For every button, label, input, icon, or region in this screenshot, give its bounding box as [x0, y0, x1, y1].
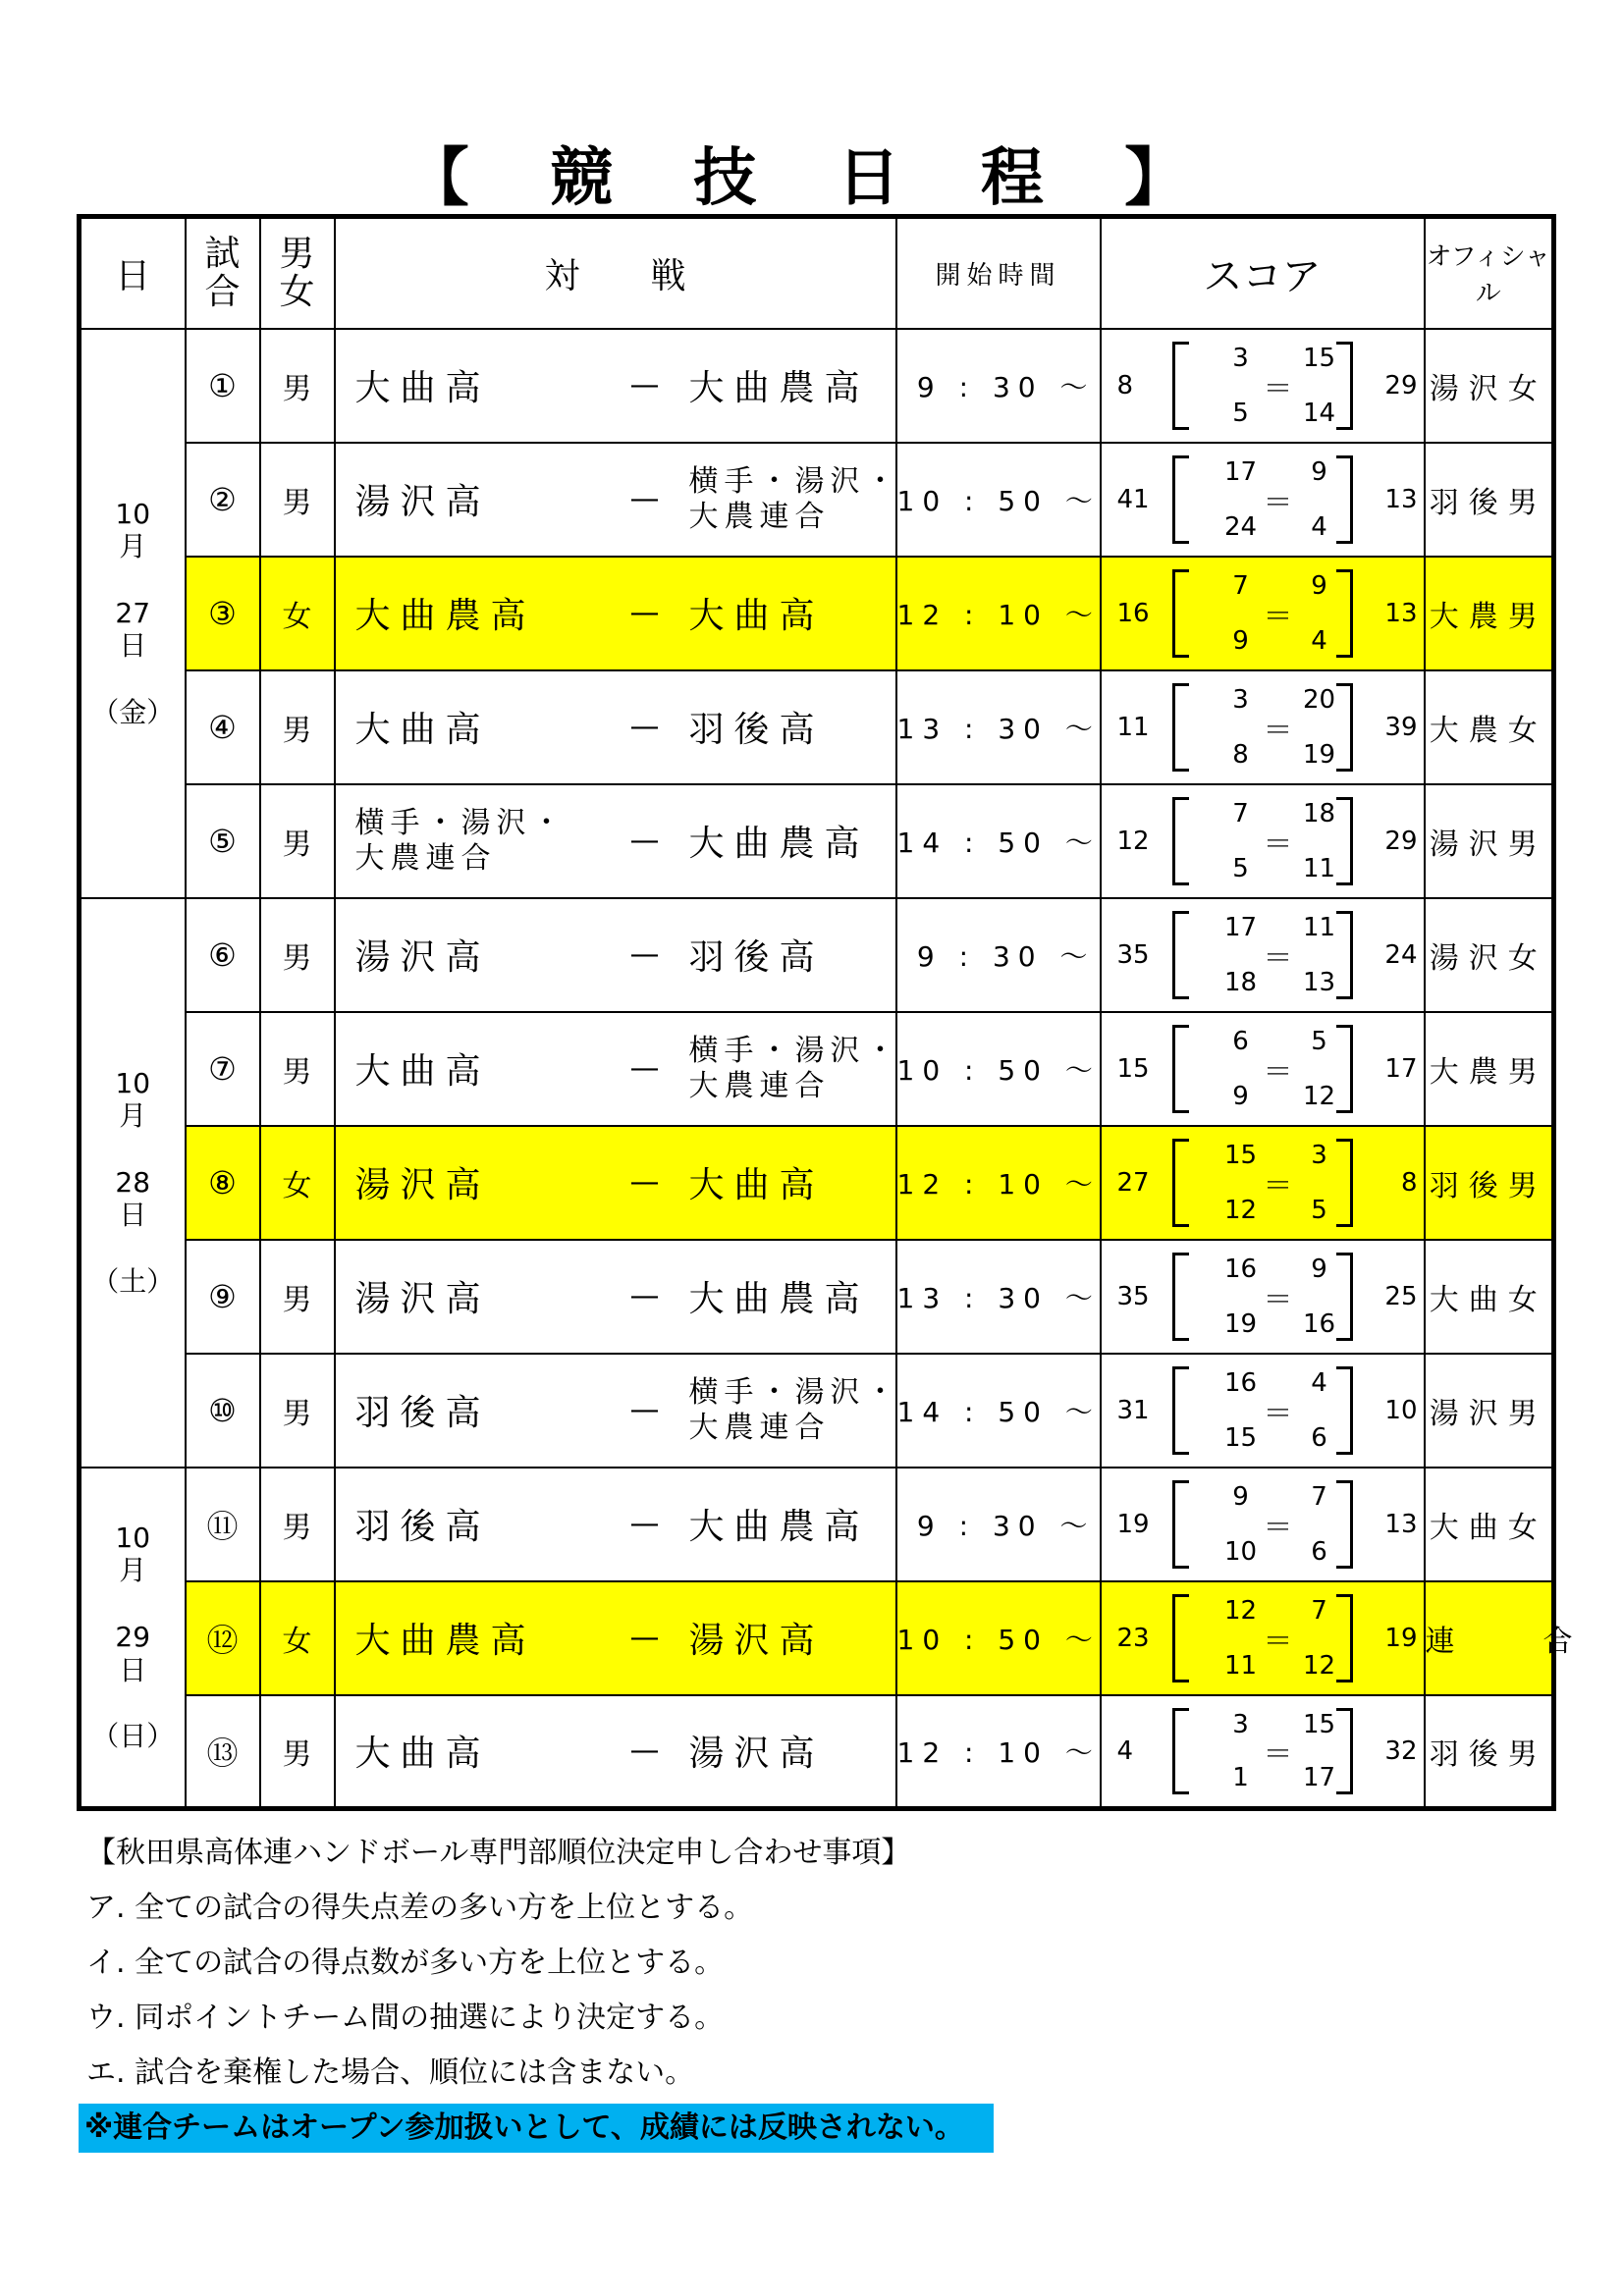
away-total: 10 [1384, 1395, 1418, 1425]
away-half2: 19 [1302, 739, 1336, 770]
gender-cell: 男 [260, 784, 335, 898]
left-bracket [1172, 911, 1189, 999]
table-row [80, 898, 1554, 1012]
left-bracket [1172, 797, 1189, 885]
away-half2: 14 [1302, 398, 1336, 428]
header-match-no: 試 合 [186, 217, 260, 329]
match-cell [335, 329, 896, 443]
away-total: 8 [1400, 1167, 1418, 1198]
right-bracket [1336, 911, 1353, 999]
match-cell [335, 1581, 896, 1695]
match-number: ⑩ [186, 1354, 260, 1468]
home-team: 羽後高 [354, 1507, 491, 1547]
official-cell: 湯沢女 [1425, 898, 1554, 1012]
right-bracket [1336, 683, 1353, 772]
notes-highlight: ※連合チームはオープン参加扱いとして、成績には反映されない。 [79, 2104, 994, 2153]
vs-dash: — [629, 1051, 660, 1086]
home-team: 大曲農高 [354, 1621, 536, 1661]
away-total: 29 [1384, 826, 1418, 856]
home-team: 羽後高 [354, 1393, 491, 1433]
away-half1: 3 [1311, 1140, 1327, 1170]
away-team: 大曲農高 [688, 824, 870, 864]
match-cell [335, 557, 896, 670]
start-time: 10 : 50 ～ [896, 1581, 1101, 1695]
vs-dash: — [629, 482, 660, 516]
away-half2: 6 [1311, 1422, 1327, 1453]
away-half1: 4 [1311, 1367, 1327, 1398]
right-bracket [1336, 1594, 1353, 1682]
start-time: 14 : 50 ～ [896, 1354, 1101, 1468]
home-total: 31 [1116, 1395, 1150, 1425]
home-team: 横手・湯沢・ 大農連合 [354, 805, 568, 876]
match-cell [335, 898, 896, 1012]
start-time: 10 : 50 ～ [896, 1012, 1101, 1126]
start-time: 12 : 10 ～ [896, 557, 1101, 670]
right-bracket [1336, 1480, 1353, 1569]
gender-cell: 男 [260, 1240, 335, 1354]
left-bracket [1172, 455, 1189, 544]
start-time: 13 : 30 ～ [896, 670, 1101, 784]
away-team: 大曲農高 [688, 1279, 870, 1319]
vs-dash: — [629, 1279, 660, 1313]
home-half2: 1 [1232, 1763, 1249, 1792]
away-half2: 12 [1302, 1081, 1336, 1111]
right-bracket [1336, 1708, 1353, 1795]
away-half1: 9 [1311, 570, 1327, 601]
right-bracket [1336, 1025, 1353, 1113]
home-half2: 11 [1223, 1650, 1258, 1681]
away-total: 32 [1384, 1735, 1418, 1766]
away-team: 大曲高 [688, 596, 825, 636]
home-half1: 3 [1232, 1709, 1249, 1739]
away-half1: 7 [1311, 1481, 1327, 1512]
equals-sign: ＝ [1263, 1168, 1293, 1203]
table-row [80, 1354, 1554, 1468]
official-cell: 連 合 [1425, 1581, 1554, 1695]
left-bracket [1172, 1594, 1189, 1682]
away-half2: 16 [1302, 1308, 1336, 1339]
away-total: 13 [1384, 1509, 1418, 1539]
table-row [80, 1240, 1554, 1354]
away-half1: 9 [1311, 1254, 1327, 1284]
away-half2: 11 [1302, 853, 1336, 883]
home-half2: 24 [1223, 511, 1258, 542]
vs-dash: — [629, 710, 660, 744]
away-team: 横手・湯沢・ 大農連合 [688, 1374, 901, 1445]
gender-cell: 男 [260, 1468, 335, 1581]
left-bracket [1172, 342, 1189, 430]
gender-cell: 男 [260, 1695, 335, 1809]
right-bracket [1336, 1366, 1353, 1455]
header-gender: 男 女 [260, 217, 335, 329]
away-total: 29 [1384, 370, 1418, 400]
score-cell [1101, 670, 1425, 784]
official-cell: 大農女 [1425, 670, 1554, 784]
away-total: 13 [1384, 598, 1418, 628]
away-team: 大曲高 [688, 1165, 825, 1205]
score-cell [1101, 557, 1425, 670]
match-number: ① [186, 329, 260, 443]
away-team: 湯沢高 [688, 1621, 825, 1661]
equals-sign: ＝ [1263, 1736, 1293, 1772]
away-half2: 4 [1311, 625, 1327, 656]
away-half1: 18 [1302, 798, 1336, 828]
table-row [80, 1126, 1554, 1240]
right-bracket [1336, 1139, 1353, 1227]
start-time: 9 : 30 ～ [896, 898, 1101, 1012]
table-row [80, 443, 1554, 557]
table-row [80, 1695, 1554, 1809]
score-cell [1101, 1012, 1425, 1126]
home-half1: 15 [1223, 1140, 1258, 1170]
home-half1: 7 [1232, 570, 1249, 601]
score-cell [1101, 1468, 1425, 1581]
score-cell [1101, 329, 1425, 443]
home-half1: 3 [1232, 343, 1249, 373]
table-row [80, 670, 1554, 784]
home-half1: 17 [1223, 456, 1258, 487]
away-half1: 7 [1311, 1595, 1327, 1626]
away-total: 19 [1384, 1623, 1418, 1653]
equals-sign: ＝ [1263, 1396, 1293, 1431]
header-row [80, 217, 1554, 329]
gender-cell: 女 [260, 557, 335, 670]
score-cell [1101, 898, 1425, 1012]
equals-sign: ＝ [1263, 713, 1293, 748]
left-bracket [1172, 1366, 1189, 1455]
day-cell: 10 月 28 日 （土） [80, 898, 186, 1468]
note-item: イ. 全ての試合の得点数が多い方を上位とする。 [86, 1946, 725, 1980]
match-cell [335, 1354, 901, 1468]
away-half1: 9 [1311, 456, 1327, 487]
gender-cell: 男 [260, 1354, 335, 1468]
match-number: ⑪ [186, 1468, 260, 1581]
gender-cell: 男 [260, 1012, 335, 1126]
vs-dash: — [629, 1165, 660, 1200]
match-number: ② [186, 443, 260, 557]
score-cell [1101, 1240, 1425, 1354]
left-bracket [1172, 1708, 1189, 1795]
away-half2: 17 [1302, 1763, 1336, 1792]
match-number: ④ [186, 670, 260, 784]
match-number: ③ [186, 557, 260, 670]
match-number: ⑫ [186, 1581, 260, 1695]
home-total: 12 [1116, 826, 1150, 856]
home-team: 湯沢高 [354, 1165, 491, 1205]
home-half1: 6 [1232, 1026, 1249, 1056]
equals-sign: ＝ [1263, 371, 1293, 406]
header-match: 対 戦 [335, 217, 896, 329]
home-team: 湯沢高 [354, 937, 491, 978]
score-cell [1101, 1126, 1425, 1240]
equals-sign: ＝ [1263, 1282, 1293, 1317]
home-half2: 9 [1232, 1081, 1249, 1111]
score-cell [1101, 1354, 1425, 1468]
home-total: 35 [1116, 1281, 1150, 1311]
vs-dash: — [629, 937, 660, 972]
left-bracket [1172, 1253, 1189, 1341]
home-team: 大曲高 [354, 1051, 491, 1092]
home-half1: 7 [1232, 798, 1249, 828]
match-cell [335, 1012, 901, 1126]
away-total: 25 [1384, 1281, 1418, 1311]
match-cell [335, 1468, 896, 1581]
match-number: ⑤ [186, 784, 260, 898]
vs-dash: — [629, 596, 660, 630]
home-team: 湯沢高 [354, 482, 491, 522]
table-row [80, 1581, 1554, 1695]
match-cell [335, 1240, 896, 1354]
away-team: 横手・湯沢・ 大農連合 [688, 1033, 901, 1103]
away-half1: 20 [1302, 684, 1336, 715]
vs-dash: — [629, 1621, 660, 1655]
match-cell [335, 670, 896, 784]
gender-cell: 女 [260, 1126, 335, 1240]
home-half2: 18 [1223, 967, 1258, 997]
start-time: 9 : 30 ～ [896, 1468, 1101, 1581]
equals-sign: ＝ [1263, 1054, 1293, 1090]
home-half1: 17 [1223, 912, 1258, 942]
home-team: 大曲高 [354, 710, 491, 750]
home-half1: 9 [1232, 1481, 1249, 1512]
gender-cell: 女 [260, 1581, 335, 1695]
right-bracket [1336, 455, 1353, 544]
away-total: 24 [1384, 939, 1418, 970]
official-cell: 大曲女 [1425, 1468, 1554, 1581]
official-cell: 羽後男 [1425, 1695, 1554, 1809]
away-half1: 11 [1302, 912, 1336, 942]
match-cell [335, 784, 896, 898]
right-bracket [1336, 569, 1353, 658]
home-half1: 12 [1223, 1595, 1258, 1626]
match-cell [335, 443, 901, 557]
day-cell: 10 月 27 日 （金） [80, 329, 186, 898]
official-cell: 大農男 [1425, 1012, 1554, 1126]
match-number: ⑥ [186, 898, 260, 1012]
official-cell: 羽後男 [1425, 1126, 1554, 1240]
equals-sign: ＝ [1263, 485, 1293, 520]
official-cell: 大農男 [1425, 557, 1554, 670]
table-row [80, 557, 1554, 670]
left-bracket [1172, 1480, 1189, 1569]
vs-dash: — [629, 368, 660, 402]
away-team: 羽後高 [688, 937, 825, 978]
equals-sign: ＝ [1263, 940, 1293, 976]
away-total: 17 [1384, 1053, 1418, 1084]
home-total: 15 [1116, 1053, 1150, 1084]
start-time: 12 : 10 ～ [896, 1126, 1101, 1240]
home-half2: 15 [1223, 1422, 1258, 1453]
note-item: エ. 試合を棄権した場合、順位には含まない。 [86, 2056, 695, 2090]
away-half1: 5 [1311, 1026, 1327, 1056]
table-row [80, 1012, 1554, 1126]
note-item: ア. 全ての試合の得失点差の多い方を上位とする。 [86, 1891, 754, 1925]
match-number: ⑬ [186, 1695, 260, 1809]
left-bracket [1172, 683, 1189, 772]
notes-section [86, 1826, 1265, 2156]
away-half2: 12 [1302, 1650, 1336, 1681]
start-time: 10 : 50 ～ [896, 443, 1101, 557]
home-team: 大曲高 [354, 368, 491, 408]
away-team: 羽後高 [688, 710, 825, 750]
right-bracket [1336, 1253, 1353, 1341]
home-total: 35 [1116, 939, 1150, 970]
equals-sign: ＝ [1263, 599, 1293, 634]
home-half1: 16 [1223, 1367, 1258, 1398]
home-total: 16 [1116, 598, 1150, 628]
table-row [80, 329, 1554, 443]
home-half2: 10 [1223, 1536, 1258, 1567]
header-official: オフィシャル [1425, 217, 1554, 329]
official-cell: 湯沢女 [1425, 329, 1554, 443]
away-half2: 6 [1311, 1536, 1327, 1567]
away-half1: 15 [1302, 343, 1336, 373]
gender-cell: 男 [260, 898, 335, 1012]
home-total: 23 [1116, 1623, 1150, 1653]
vs-dash: — [629, 1734, 660, 1769]
note-item: ウ. 同ポイントチーム間の抽選により決定する。 [86, 2001, 725, 2035]
home-half2: 5 [1232, 398, 1249, 428]
equals-sign: ＝ [1263, 1510, 1293, 1545]
start-time: 13 : 30 ～ [896, 1240, 1101, 1354]
page-title: 【 競 技 日 程 】 [406, 142, 1217, 215]
header-day: 日 [80, 217, 186, 329]
home-total: 11 [1116, 712, 1150, 742]
vs-dash: — [629, 1393, 660, 1427]
home-total: 4 [1116, 1735, 1134, 1766]
home-half2: 5 [1232, 853, 1249, 883]
away-half2: 13 [1302, 967, 1336, 997]
match-cell [335, 1126, 896, 1240]
gender-cell: 男 [260, 443, 335, 557]
home-team: 大曲農高 [354, 596, 536, 636]
official-cell: 湯沢男 [1425, 784, 1554, 898]
away-team: 湯沢高 [688, 1734, 825, 1775]
match-number: ⑨ [186, 1240, 260, 1354]
day-cell: 10 月 29 日 （日） [80, 1468, 186, 1809]
start-time: 14 : 50 ～ [896, 784, 1101, 898]
equals-sign: ＝ [1263, 1624, 1293, 1659]
official-cell: 湯沢男 [1425, 1354, 1554, 1468]
home-half1: 16 [1223, 1254, 1258, 1284]
home-team: 大曲高 [354, 1734, 491, 1775]
score-cell [1101, 1695, 1425, 1809]
official-cell: 羽後男 [1425, 443, 1554, 557]
score-cell [1101, 1581, 1425, 1695]
home-total: 19 [1116, 1509, 1150, 1539]
schedule-table [77, 214, 1583, 1811]
home-total: 27 [1116, 1167, 1150, 1198]
home-half1: 3 [1232, 684, 1249, 715]
header-score: スコア [1101, 217, 1425, 329]
start-time: 12 : 10 ～ [896, 1695, 1101, 1809]
away-half2: 4 [1311, 511, 1327, 542]
home-half2: 9 [1232, 625, 1249, 656]
match-number: ⑦ [186, 1012, 260, 1126]
right-bracket [1336, 797, 1353, 885]
match-cell [335, 1695, 896, 1809]
away-half2: 5 [1311, 1195, 1327, 1225]
home-total: 41 [1116, 484, 1150, 514]
table-row [80, 784, 1554, 898]
equals-sign: ＝ [1263, 827, 1293, 862]
left-bracket [1172, 1025, 1189, 1113]
vs-dash: — [629, 1507, 660, 1541]
away-total: 39 [1384, 712, 1418, 742]
score-cell [1101, 784, 1425, 898]
start-time: 9 : 30 ～ [896, 329, 1101, 443]
home-total: 8 [1116, 370, 1134, 400]
home-half2: 12 [1223, 1195, 1258, 1225]
away-half1: 15 [1302, 1709, 1336, 1739]
home-half2: 8 [1232, 739, 1249, 770]
gender-cell: 男 [260, 670, 335, 784]
away-total: 13 [1384, 484, 1418, 514]
home-half2: 19 [1223, 1308, 1258, 1339]
vs-dash: — [629, 824, 660, 858]
away-team: 横手・湯沢・ 大農連合 [688, 463, 901, 534]
notes-heading: 【秋田県高体連ハンドボール専門部順位決定申し合わせ事項】 [86, 1836, 911, 1870]
match-number: ⑧ [186, 1126, 260, 1240]
header-start-time: 開始時間 [896, 217, 1101, 329]
right-bracket [1336, 342, 1353, 430]
left-bracket [1172, 569, 1189, 658]
gender-cell: 男 [260, 329, 335, 443]
home-team: 湯沢高 [354, 1279, 491, 1319]
left-bracket [1172, 1139, 1189, 1227]
score-cell [1101, 443, 1425, 557]
table-row [80, 1468, 1554, 1581]
official-cell: 大曲女 [1425, 1240, 1554, 1354]
away-team: 大曲農高 [688, 368, 870, 408]
away-team: 大曲農高 [688, 1507, 870, 1547]
